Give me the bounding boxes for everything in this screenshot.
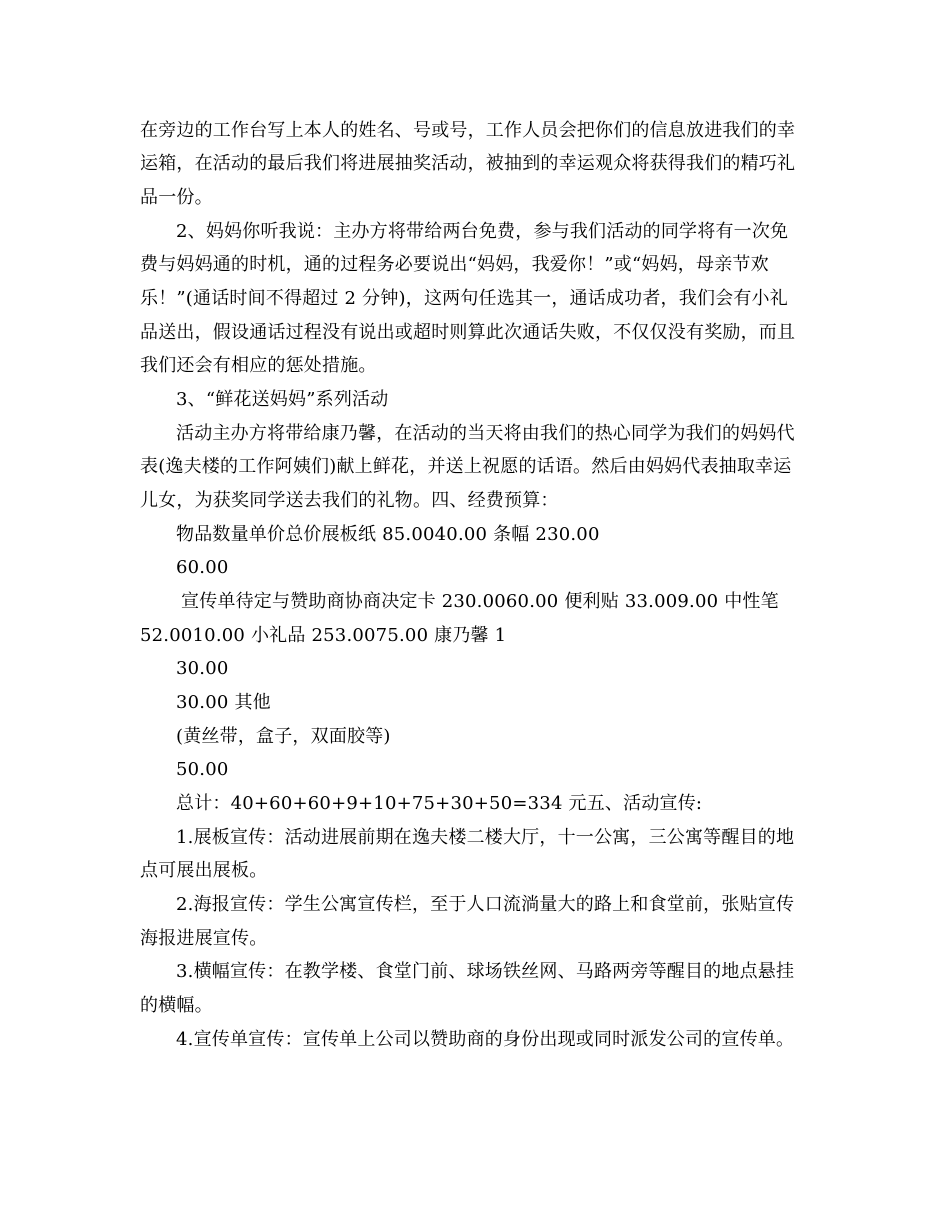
text-line: 52.0010.00 小礼品 253.0075.00 康乃馨 1: [140, 625, 507, 646]
text-line: 我们还会有相应的惩处措施。: [140, 355, 377, 376]
text-line: 表(逸夫楼的工作阿姨们)献上鲜花，并送上祝愿的话语。然后由妈妈代表抽取幸运: [140, 456, 792, 477]
text-line: 4.宣传单宣传：宣传单上公司以赞助商的身份出现或同时派发公司的宣传单。: [176, 1029, 795, 1050]
text-line: 品送出，假设通话过程没有说出或超时则算此次通话失败，不仅仅没有奖励，而且: [140, 322, 796, 343]
text-line: 在旁边的工作台写上本人的姓名、号或号，工作人员会把你们的信息放进我们的幸: [140, 120, 796, 141]
text-line: 50.00: [176, 759, 229, 780]
text-line: 2、妈妈你听我说：主办方将带给两台免费，参与我们活动的同学将有一次免: [176, 221, 789, 242]
text-line: 品一份。: [140, 187, 213, 208]
text-line: 60.00: [176, 557, 229, 578]
text-line: 海报进展宣传。: [140, 928, 268, 949]
text-line: 总计：40+60+60+9+10+75+30+50=334 元五、活动宣传:: [176, 793, 703, 814]
text-line: 3、“鲜花送妈妈”系列活动: [176, 389, 389, 410]
text-line: 的横幅。: [140, 995, 213, 1016]
text-line: 儿女，为获奖同学送去我们的礼物。四、经费预算：: [140, 490, 559, 511]
text-line: 活动主办方将带给康乃馨，在活动的当天将由我们的热心同学为我们的妈妈代: [176, 423, 795, 444]
text-line: 30.00: [176, 658, 229, 679]
text-line: 运箱，在活动的最后我们将进展抽奖活动，被抽到的幸运观众将获得我们的精巧礼: [140, 153, 796, 174]
text-line: (黄丝带，盒子，双面胶等): [176, 726, 391, 747]
text-line: 3.横幅宣传：在教学楼、食堂门前、球场铁丝网、马路两旁等醒目的地点悬挂: [176, 961, 795, 982]
text-line: 宣传单待定与赞助商协商决定卡 230.0060.00 便利贴 33.009.00 中性笔: [181, 591, 779, 612]
text-line: 1.展板宣传：活动进展前期在逸夫楼二楼大厅，十一公寓，三公寓等醒目的地: [176, 827, 795, 848]
text-line: 物品数量单价总价展板纸 85.0040.00 条幅 230.00: [176, 524, 600, 545]
text-line: 点可展出展板。: [140, 860, 268, 881]
text-line: 费与妈妈通的时机，通的过程务必要说出“妈妈，我爱你！”或“妈妈，母亲节欢: [140, 254, 769, 275]
text-line: 2.海报宣传：学生公寓宣传栏，至于人口流淌量大的路上和食堂前，张贴宣传: [176, 894, 795, 915]
text-line: 乐！”(通话时间不得超过 2 分钟)，这两句任选其一，通话成功者，我们会有小礼: [140, 288, 788, 309]
text-line: 30.00 其他: [176, 692, 271, 713]
